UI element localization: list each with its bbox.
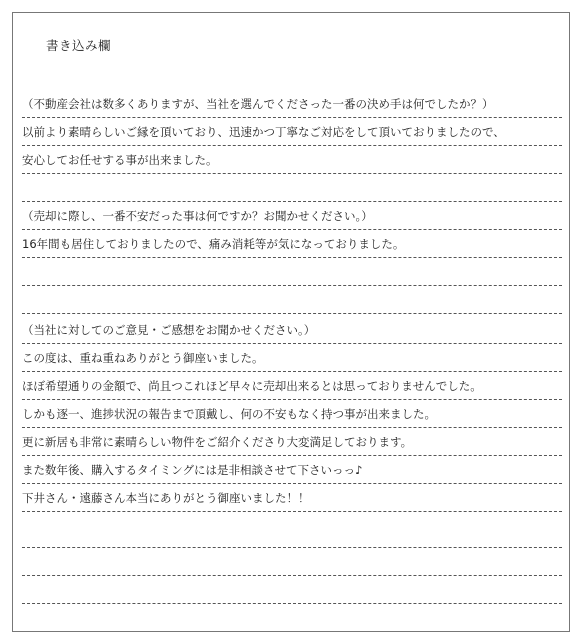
writing-line	[22, 285, 562, 286]
writing-line	[22, 603, 562, 604]
writing-line	[22, 173, 562, 174]
writing-line	[22, 117, 562, 118]
answer-3-4: 更に新居も非常に素晴らしい物件をご紹介くださり大変満足しております。	[22, 435, 413, 449]
writing-line	[22, 229, 562, 230]
question-3: （当社に対してのご意見・ご感想をお聞かせください。）	[22, 323, 316, 337]
answer-3-3: しかも逐一、進捗状況の報告まで頂戴し、何の不安もなく持つ事が出来ました。	[22, 407, 436, 421]
answer-3-6: 下井さん・遠藤さん本当にありがとう御座いました！！	[22, 491, 310, 505]
answer-3-2: ほぼ希望通りの金額で、尚且つこれほど早々に売却出来るとは思っておりませんでした。	[22, 379, 482, 393]
answer-3-5: また数年後、購入するタイミングには是非相談させて下さいっっ♪	[22, 463, 363, 477]
writing-line	[22, 145, 562, 146]
answer-2-1: 16年間も居住しておりましたので、痛み消耗等が気になっておりました。	[22, 237, 405, 251]
writing-line	[22, 371, 562, 372]
writing-line	[22, 313, 562, 314]
answer-1-1: 以前より素晴らしいご縁を頂いており、迅速かつ丁寧なご対応をして頂いておりましたので、	[22, 125, 505, 139]
writing-line	[22, 455, 562, 456]
writing-line	[22, 511, 562, 512]
writing-line	[22, 399, 562, 400]
writing-line	[22, 483, 562, 484]
answer-1-2: 安心してお任せする事が出来ました。	[22, 153, 218, 167]
writing-line	[22, 575, 562, 576]
question-2: （売却に際し、一番不安だった事は何ですか？お聞かせください。）	[22, 209, 373, 223]
writing-line	[22, 201, 562, 202]
writing-line	[22, 257, 562, 258]
writing-line	[22, 547, 562, 548]
writing-line	[22, 343, 562, 344]
question-1: （不動産会社は数多くありますが、当社を選んでくださった一番の決め手は何でしたか？）	[22, 97, 494, 111]
form-heading: 書き込み欄	[46, 38, 112, 53]
answer-3-1: この度は、重ね重ねありがとう御座いました。	[22, 351, 264, 365]
writing-line	[22, 427, 562, 428]
